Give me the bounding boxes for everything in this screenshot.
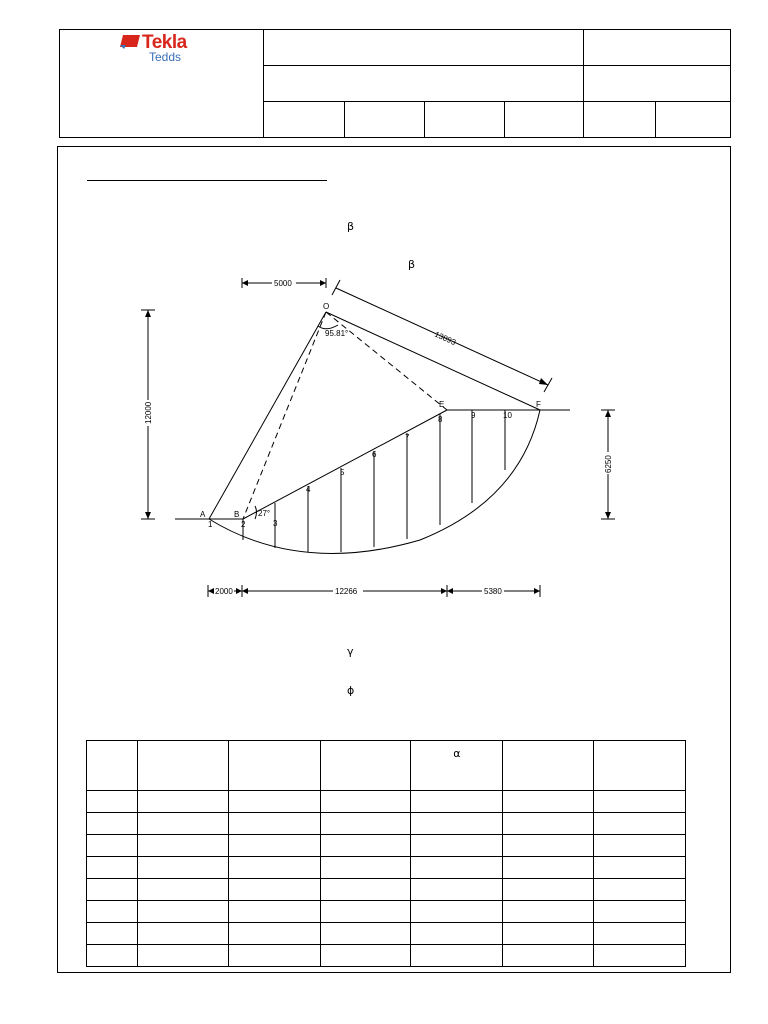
table-cell xyxy=(503,813,594,835)
slope-face-line xyxy=(243,410,447,519)
table-cell xyxy=(228,901,320,923)
table-cell xyxy=(594,901,686,923)
logo-brand: Tekla xyxy=(142,32,187,53)
table-cell xyxy=(228,857,320,879)
table-cell xyxy=(503,879,594,901)
table-cell xyxy=(87,791,138,813)
table-row xyxy=(87,901,686,923)
table-header-alpha: α xyxy=(411,741,503,791)
table-header-row xyxy=(87,741,686,791)
table-cell xyxy=(87,945,138,967)
table-cell xyxy=(87,901,138,923)
table-row xyxy=(87,879,686,901)
table-row xyxy=(87,923,686,945)
angle-label-top: 95.81° xyxy=(325,329,349,338)
table-cell xyxy=(320,835,411,857)
table-cell xyxy=(228,835,320,857)
table-cell xyxy=(137,857,228,879)
dim-label-right: 6250 xyxy=(604,455,613,473)
table-cell xyxy=(594,813,686,835)
slice-number: 7 xyxy=(405,433,410,442)
table-cell xyxy=(594,879,686,901)
table-cell xyxy=(411,945,503,967)
table-cell xyxy=(228,945,320,967)
table-cell xyxy=(137,791,228,813)
table-cell xyxy=(411,857,503,879)
slice-number: 8 xyxy=(438,415,443,424)
point-label-e: E xyxy=(439,400,445,409)
dim-label-left: 12000 xyxy=(144,401,153,424)
table-cell xyxy=(594,791,686,813)
table-header-cell xyxy=(87,741,138,791)
dim-label-slope: 13893 xyxy=(433,329,458,348)
table-cell xyxy=(594,923,686,945)
point-label-b: B xyxy=(234,510,240,519)
slice-number: 3 xyxy=(273,519,278,528)
table-cell xyxy=(320,945,411,967)
table-cell xyxy=(87,879,138,901)
radius-line-ob xyxy=(243,312,326,519)
slice-number: 5 xyxy=(340,468,345,477)
dim-label-top: 5000 xyxy=(274,279,292,288)
slice-number: 10 xyxy=(503,411,512,420)
table-cell xyxy=(228,813,320,835)
table-cell xyxy=(503,835,594,857)
table-cell xyxy=(320,813,411,835)
table-cell xyxy=(137,923,228,945)
point-label-a: A xyxy=(200,510,206,519)
table-cell xyxy=(411,813,503,835)
table-header-cell xyxy=(320,741,411,791)
slice-calculation-table xyxy=(86,740,686,967)
table-cell xyxy=(503,945,594,967)
table-cell xyxy=(594,945,686,967)
slice-number: 4 xyxy=(306,485,311,494)
table-cell xyxy=(228,791,320,813)
beta-symbol-2: β xyxy=(408,258,416,271)
table-cell xyxy=(320,879,411,901)
radius-line-of xyxy=(326,312,540,410)
table-cell xyxy=(87,923,138,945)
table-cell xyxy=(87,813,138,835)
table-row xyxy=(87,857,686,879)
table-cell xyxy=(137,945,228,967)
table-cell xyxy=(594,835,686,857)
table-header-cell xyxy=(137,741,228,791)
table-cell xyxy=(137,813,228,835)
logo-product: Tedds xyxy=(149,50,182,64)
radius-line-oe xyxy=(326,312,447,410)
table-row xyxy=(87,791,686,813)
table-cell xyxy=(137,835,228,857)
slice-number: 6 xyxy=(372,450,377,459)
table-cell xyxy=(594,857,686,879)
table-cell xyxy=(411,791,503,813)
table-cell xyxy=(411,901,503,923)
point-label-o: O xyxy=(323,302,330,311)
table-cell xyxy=(503,857,594,879)
table-cell xyxy=(87,835,138,857)
table-cell xyxy=(503,791,594,813)
table-cell xyxy=(411,879,503,901)
table-header-cell xyxy=(594,741,686,791)
table-cell xyxy=(503,923,594,945)
table-cell xyxy=(320,923,411,945)
dim-label-bottom-1: 2000 xyxy=(215,587,233,596)
slice-number: 2 xyxy=(241,520,246,529)
table-cell xyxy=(503,901,594,923)
table-row xyxy=(87,813,686,835)
table-cell xyxy=(137,879,228,901)
slice-number: 9 xyxy=(471,411,476,420)
table-cell xyxy=(228,879,320,901)
table-cell xyxy=(411,923,503,945)
table-cell xyxy=(411,835,503,857)
table-cell xyxy=(320,791,411,813)
beta-symbol-1: β xyxy=(347,220,355,233)
dim-label-bottom-2: 12266 xyxy=(335,587,358,596)
table-header-cell xyxy=(503,741,594,791)
slice-number: 1 xyxy=(208,520,213,529)
angle-label-bottom: 27° xyxy=(258,509,271,518)
phi-symbol: ϕ xyxy=(347,684,355,697)
gamma-symbol: γ xyxy=(347,645,354,658)
table-cell xyxy=(320,857,411,879)
table-cell xyxy=(320,901,411,923)
dim-label-bottom-3: 5380 xyxy=(484,587,502,596)
table-cell xyxy=(87,857,138,879)
table-row xyxy=(87,835,686,857)
table-row xyxy=(87,945,686,967)
table-header-cell xyxy=(228,741,320,791)
table-cell xyxy=(228,923,320,945)
point-label-f: F xyxy=(536,400,541,409)
table-cell xyxy=(137,901,228,923)
